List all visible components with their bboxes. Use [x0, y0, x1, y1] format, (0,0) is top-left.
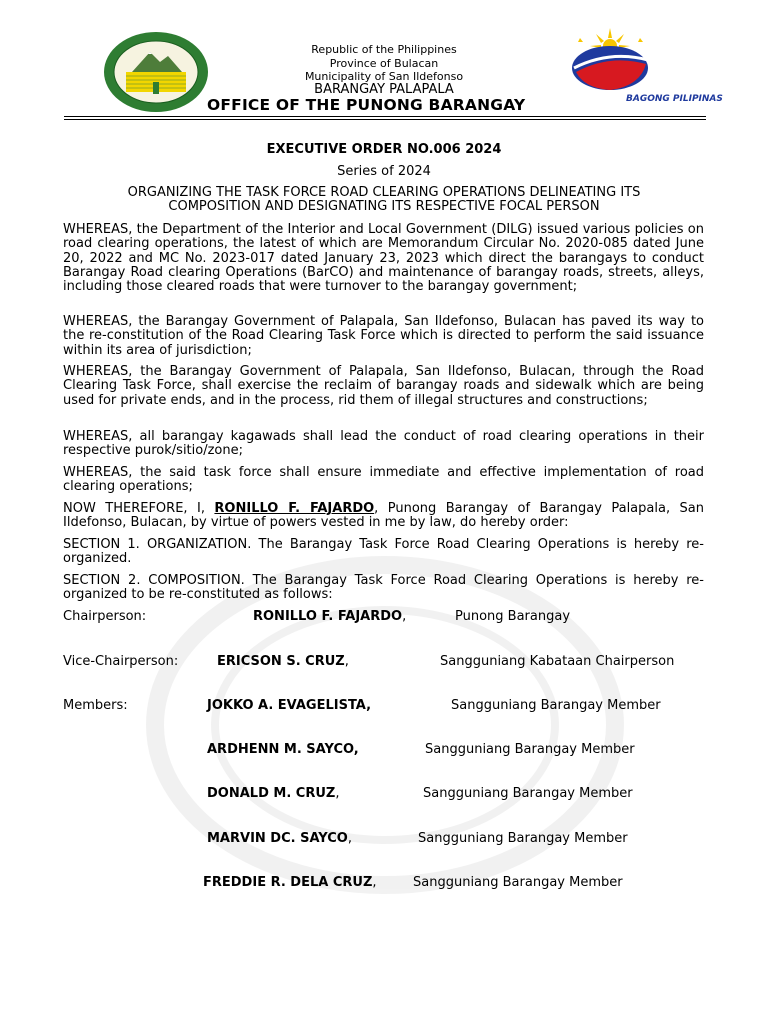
now-therefore-intro: NOW THEREFORE, I,	[63, 501, 215, 516]
member-comma: ,	[347, 831, 352, 846]
now-therefore-rest: , Punong Barangay of Barangay Palapala, San Ildefonso, Bulacan, by virtue of powers vested in me by law, do hereby order:	[63, 501, 704, 531]
member-comma: ,	[335, 786, 340, 801]
subject-line-1: ORGANIZING THE TASK FORCE ROAD CLEARING OPERATIONS DELINEATING ITS	[127, 185, 641, 200]
whereas-paragraph-2: WHEREAS, the Barangay Government of Palapala, San Ildefonso, Bulacan has paved its way to the re-constitution of the Road Clearing Task Force which is directed to perform the said issuance within its area of jurisdiction;	[63, 314, 704, 358]
vice-chairperson-label: Vice-Chairperson:	[63, 654, 179, 669]
section-1-paragraph: SECTION 1. ORGANIZATION. The Barangay Task Force Road Clearing Operations is hereby re-organized.	[63, 537, 704, 567]
order-series: Series of 2024	[337, 164, 431, 179]
header-republic: Republic of the Philippines	[311, 43, 457, 56]
whereas-paragraph-3: WHEREAS, the Barangay Government of Palapala, San Ildefonso, Bulacan, through the Road Clearing Task Force, shall exercise the reclaim of barangay roads and sidewalk which are being used for private ends, and in the process, rid them of illegal structures and constructions;	[63, 364, 704, 408]
vice-chairperson-role: Sangguniang Kabataan Chairperson	[440, 654, 675, 669]
member-name-row	[207, 787, 339, 801]
members-label: Members:	[63, 698, 128, 713]
now-therefore-paragraph	[63, 502, 704, 531]
member-name: FREDDIE R. DELA CRUZ	[203, 875, 373, 890]
header-province: Province of Bulacan	[329, 57, 439, 70]
header-municipality: Municipality of San Ildefonso	[304, 70, 464, 83]
member-comma: ,	[372, 875, 377, 890]
order-subject	[64, 186, 704, 214]
vice-chairperson-comma: ,	[344, 654, 349, 669]
vice-chairperson-name: ERICSON S. CRUZ	[217, 654, 345, 669]
punong-barangay-name: RONILLO F. FAJARDO	[214, 501, 375, 516]
chairperson-comma: ,	[402, 609, 407, 624]
chairperson-role: Punong Barangay	[455, 609, 571, 624]
member-name: JOKKO A. EVAGELISTA,	[207, 698, 372, 713]
header-barangay: BARANGAY PALAPALA	[314, 82, 454, 97]
header-rule	[64, 116, 706, 117]
member-role: Sangguniang Barangay Member	[423, 786, 633, 801]
section-2-paragraph: SECTION 2. COMPOSITION. The Barangay Task Force Road Clearing Operations is hereby re-organized to be re-constituted as follows:	[63, 573, 704, 603]
whereas-paragraph-5: WHEREAS, the said task force shall ensure immediate and effective implementation of road clearing operations;	[63, 465, 704, 495]
member-name-row	[207, 743, 359, 757]
member-role: Sangguniang Barangay Member	[451, 698, 661, 713]
subject-line-2: COMPOSITION AND DESIGNATING ITS RESPECTIVE FOCAL PERSON	[168, 199, 600, 214]
whereas-paragraph-4: WHEREAS, all barangay kagawads shall lead the conduct of road clearing operations in their respective purok/sitio/zone;	[63, 429, 704, 459]
chairperson-label: Chairperson:	[63, 609, 147, 624]
whereas-paragraph-1: WHEREAS, the Department of the Interior and Local Government (DILG) issued various policies on road clearing operations, the latest of which are Memorandum Circular No. 2020-085 dated June 20, 2022 and MC No. 2023-017 dated January 23, 2023 which direct the barangays to conduct Barangay Road clearing Operations (BarCO) and maintenance of barangay roads, streets, alleys, including those cleared roads that were turnover to the barangay government;	[63, 222, 704, 295]
chairperson-name: RONILLO F. FAJARDO	[253, 609, 403, 624]
member-name-row	[207, 832, 352, 846]
logo-wordmark: BAGONG PILIPINAS	[626, 94, 723, 104]
office-title: OFFICE OF THE PUNONG BARANGAY	[207, 96, 526, 114]
member-role: Sangguniang Barangay Member	[418, 831, 628, 846]
member-name-row	[203, 876, 377, 890]
chairperson-name-row	[253, 610, 406, 624]
member-name: DONALD M. CRUZ	[207, 786, 336, 801]
header-rule-thin	[64, 119, 706, 120]
member-role: Sangguniang Barangay Member	[413, 875, 623, 890]
member-role: Sangguniang Barangay Member	[425, 742, 635, 757]
member-name-row	[207, 699, 371, 713]
member-name: MARVIN DC. SAYCO	[207, 831, 348, 846]
member-name: ARDHENN M. SAYCO,	[207, 742, 359, 757]
order-number: EXECUTIVE ORDER NO.006 2024	[266, 142, 502, 157]
vice-chairperson-name-row	[217, 655, 349, 669]
